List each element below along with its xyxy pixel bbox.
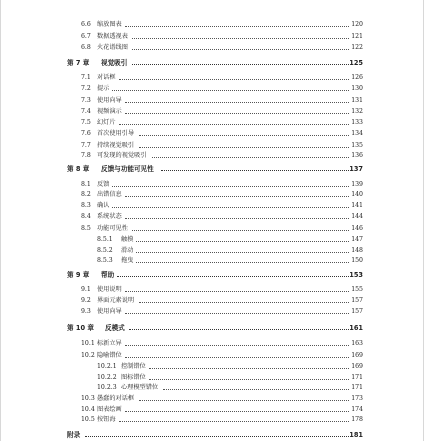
toc-page-number: 141 [351, 202, 363, 209]
toc-page-number: 157 [351, 308, 363, 315]
toc-entry-title: 界面元素说明 [97, 297, 135, 304]
toc-entry-title: 缩放图表 [97, 21, 122, 28]
toc-page-number: 153 [349, 271, 363, 279]
toc-page-number: 157 [351, 297, 363, 304]
toc-leader-dots [129, 329, 349, 330]
toc-entry-number: 8.2 [81, 191, 91, 198]
toc-page-number: 121 [351, 33, 363, 40]
toc-entry-title: 隐喻错位 [97, 352, 122, 359]
toc-page-number: 161 [349, 324, 363, 332]
toc-entry[interactable] [1, 84, 423, 94]
toc-entry-title: 使用向导 [97, 97, 122, 104]
toc-page-number: 137 [349, 165, 363, 173]
toc-leader-dots [119, 124, 349, 125]
toc-entry[interactable] [1, 405, 423, 415]
toc-entry-number: 10.2 [81, 352, 95, 359]
toc-page-number: 140 [351, 191, 363, 198]
toc-entry-number: 7.7 [81, 142, 91, 149]
toc-page-number: 171 [351, 374, 363, 381]
toc-entry[interactable] [1, 201, 423, 211]
toc-entry-number: 8.4 [81, 213, 91, 220]
toc-entry-number: 7.8 [81, 152, 91, 159]
toc-entry-title: 对话框 [97, 74, 116, 81]
toc-page-number: 120 [351, 21, 363, 28]
toc-entry-number: 10.2.1 [97, 363, 117, 370]
toc-entry-title: 可发现的视觉吸引 [97, 152, 147, 159]
toc-chapter-entry[interactable] [1, 323, 423, 333]
toc-chapter-entry[interactable] [1, 164, 423, 174]
toc-entry-number: 6.6 [81, 21, 91, 28]
toc-entry[interactable] [1, 73, 423, 83]
toc-leader-dots [125, 357, 349, 358]
toc-entry-title: 愚蠢的对话框 [97, 395, 135, 402]
toc-leader-dots [119, 79, 349, 80]
toc-entry-title: 反模式 [105, 324, 125, 332]
toc-leader-dots [139, 302, 349, 303]
toc-entry-title: 图标错位 [121, 374, 146, 381]
toc-entry-title: 控制错位 [121, 363, 146, 370]
toc-entry-title: 心理模型错位 [121, 384, 159, 391]
toc-leader-dots [125, 26, 349, 27]
toc-entry-title: 出错信息 [97, 191, 122, 198]
toc-leader-dots [125, 345, 349, 346]
toc-leader-dots [125, 196, 349, 197]
toc-page-number: 134 [351, 130, 363, 137]
toc-entry[interactable] [1, 296, 423, 306]
toc-page-number: 147 [351, 236, 363, 243]
toc-page-number: 122 [351, 44, 363, 51]
toc-entry-title: 图表绘画 [97, 406, 122, 413]
toc-entry[interactable] [1, 151, 423, 161]
toc-entry-number: 9.3 [81, 308, 91, 315]
toc-entry-number: 第 8 章 [67, 165, 90, 173]
toc-entry[interactable] [1, 351, 423, 361]
toc-entry-number: 第 7 章 [67, 59, 90, 67]
toc-entry[interactable] [1, 373, 423, 383]
toc-page-number: 173 [351, 395, 363, 402]
toc-entry-title: 滑动 [121, 247, 134, 254]
toc-entry-title: 确认 [97, 202, 110, 209]
toc-chapter-entry[interactable] [1, 270, 423, 280]
toc-leader-dots [161, 170, 349, 171]
toc-page-number: 126 [351, 74, 363, 81]
toc-leader-dots [132, 38, 349, 39]
toc-entry[interactable] [1, 224, 423, 234]
toc-entry-number: 6.8 [81, 44, 91, 51]
toc-entry[interactable] [1, 32, 423, 42]
toc-entry-title: 系统状态 [97, 213, 122, 220]
toc-leader-dots [125, 291, 349, 292]
toc-page-number: 146 [351, 225, 363, 232]
toc-entry[interactable] [1, 285, 423, 295]
toc-leader-dots [117, 276, 349, 277]
toc-entry-title: 触摸 [121, 236, 134, 243]
toc-entry[interactable] [1, 118, 423, 128]
toc-entry[interactable] [1, 107, 423, 117]
toc-entry-number: 7.1 [81, 74, 91, 81]
toc-leader-dots [112, 90, 349, 91]
toc-page-number: 125 [349, 59, 363, 67]
toc-entry-title: 持续视觉吸引 [97, 142, 135, 149]
toc-entry[interactable] [1, 307, 423, 317]
toc-leader-dots [125, 113, 349, 114]
toc-entry-title: 提示 [97, 85, 110, 92]
toc-entry-title: 使用说明 [97, 286, 122, 293]
toc-entry-number: 附录 [67, 431, 81, 439]
toc-entry[interactable] [1, 96, 423, 106]
toc-entry-number: 7.3 [81, 97, 91, 104]
toc-leader-dots [136, 241, 349, 242]
toc-page-number: 169 [351, 352, 363, 359]
toc-entry-title: 帮助 [101, 271, 115, 279]
toc-leader-dots [132, 64, 349, 65]
toc-entry-title: 按钮海 [97, 416, 116, 423]
toc-entry[interactable] [1, 180, 423, 190]
toc-leader-dots [119, 421, 349, 422]
toc-page-number: 132 [351, 108, 363, 115]
toc-page-number: 178 [351, 416, 363, 423]
toc-entry-number: 8.5.3 [97, 257, 113, 264]
toc-entry-number: 10.5 [81, 416, 95, 423]
toc-page-number: 130 [351, 85, 363, 92]
toc-entry-number: 10.3 [81, 395, 95, 402]
toc-page-number: 174 [351, 406, 363, 413]
toc-leader-dots [139, 400, 349, 401]
toc-entry-title: 幻灯片 [97, 119, 116, 126]
toc-entry-number: 8.5 [81, 225, 91, 232]
toc-entry[interactable] [1, 394, 423, 404]
toc-entry[interactable] [1, 212, 423, 222]
toc-leader-dots [139, 135, 349, 136]
toc-page-number: 135 [351, 142, 363, 149]
toc-page-number: 133 [351, 119, 363, 126]
toc-entry-number: 7.6 [81, 130, 91, 137]
toc-entry-number: 6.7 [81, 33, 91, 40]
toc-entry-number: 8.1 [81, 181, 91, 188]
toc-entry-number: 8.5.1 [97, 236, 113, 243]
toc-entry[interactable] [1, 383, 423, 393]
toc-page-number: 171 [351, 384, 363, 391]
toc-leader-dots [136, 262, 349, 263]
toc-leader-dots [125, 218, 349, 219]
toc-entry-title: 火花谱线图 [97, 44, 128, 51]
toc-entry-number: 7.5 [81, 119, 91, 126]
toc-leader-dots [139, 147, 349, 148]
toc-entry-number: 7.4 [81, 108, 91, 115]
toc-entry-title: 视频演示 [97, 108, 122, 115]
toc-entry[interactable] [1, 190, 423, 200]
toc-entry-number: 10.1 [81, 340, 95, 347]
toc-page-number: 163 [351, 340, 363, 347]
toc-entry[interactable] [1, 415, 423, 425]
toc-entry-title: 使用向导 [97, 308, 122, 315]
toc-leader-dots [132, 49, 349, 50]
toc-page-number: 131 [351, 97, 363, 104]
toc-page-number: 150 [351, 257, 363, 264]
toc-page-number: 155 [351, 286, 363, 293]
toc-page-number: 136 [351, 152, 363, 159]
toc-entry-number: 第 10 章 [67, 324, 94, 332]
toc-entry-title: 标新立异 [97, 340, 122, 347]
toc-entry-number: 10.2.3 [97, 384, 117, 391]
toc-page-number: 169 [351, 363, 363, 370]
toc-entry[interactable] [1, 246, 423, 256]
toc-entry-number: 10.4 [81, 406, 95, 413]
toc-page-number: 181 [349, 431, 363, 439]
toc-entry-number: 第 9 章 [67, 271, 90, 279]
toc-entry-title: 数据透视表 [97, 33, 128, 40]
toc-leader-dots [125, 411, 349, 412]
toc-entry[interactable] [1, 129, 423, 139]
toc-page-number: 144 [351, 213, 363, 220]
toc-entry-title: 反馈 [97, 181, 110, 188]
toc-leader-dots [149, 379, 349, 380]
toc-leader-dots [163, 389, 349, 390]
toc-entry-number: 10.2.2 [97, 374, 117, 381]
toc-leader-dots [125, 313, 349, 314]
toc-entry-number: 7.2 [81, 85, 91, 92]
toc-entry[interactable] [1, 20, 423, 30]
toc-chapter-entry[interactable] [1, 58, 423, 68]
toc-entry-number: 9.2 [81, 297, 91, 304]
toc-leader-dots [112, 186, 349, 187]
toc-entry[interactable] [1, 362, 423, 372]
toc-entry[interactable] [1, 43, 423, 53]
toc-leader-dots [85, 436, 349, 437]
toc-page-number: 139 [351, 181, 363, 188]
toc-entry-number: 9.1 [81, 286, 91, 293]
toc-entry-title: 首次使用引导 [97, 130, 135, 137]
toc-leader-dots [112, 207, 349, 208]
toc-entry-title: 视觉吸引 [101, 59, 128, 67]
toc-entry[interactable] [1, 235, 423, 245]
toc-entry[interactable] [1, 339, 423, 349]
toc-leader-dots [152, 157, 349, 158]
toc-leader-dots [136, 252, 349, 253]
toc-leader-dots [125, 102, 349, 103]
toc-entry[interactable] [1, 141, 423, 151]
toc-entry-title: 反馈与功能可见性 [101, 165, 154, 173]
toc-leader-dots [149, 368, 349, 369]
toc-page-number: 148 [351, 247, 363, 254]
toc-entry[interactable] [1, 256, 423, 266]
toc-entry-number: 8.3 [81, 202, 91, 209]
toc-entry-title: 拖曳 [121, 257, 134, 264]
toc-leader-dots [132, 230, 349, 231]
toc-chapter-entry[interactable] [1, 430, 423, 440]
toc-entry-number: 8.5.2 [97, 247, 113, 254]
toc-entry-title: 功能可见性 [97, 225, 128, 232]
